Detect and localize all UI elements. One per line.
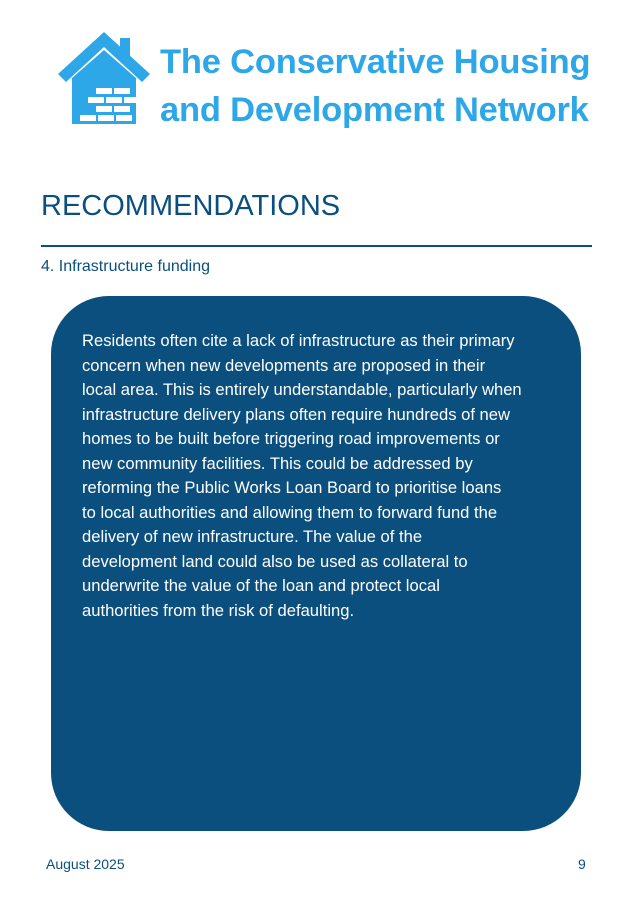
house-brick-logo-icon [58, 32, 150, 124]
body-text-line: concern when new developments are proposed in their [82, 355, 486, 375]
recommendation-subheading: 4. Infrastructure funding [41, 258, 210, 275]
organisation-title-line: The Conservative Housing [160, 43, 591, 81]
organisation-title-line: and Development Network [160, 91, 589, 129]
body-text-line: Residents often cite a lack of infrastructure as their primary [82, 331, 515, 350]
body-text-line: local area. This is entirely understandable, particularly when [82, 380, 522, 399]
page-number: 9 [578, 856, 586, 872]
body-text-line: infrastructure delivery plans often require hundreds of new [82, 404, 510, 424]
body-text-line: reforming the Public Works Loan Board to prioritise loans [82, 478, 502, 497]
body-text-line: authorities from the risk of defaulting. [82, 600, 355, 620]
recommendation-body-text [82, 329, 578, 623]
body-text-line: new community facilities. This could be addressed by [82, 453, 473, 473]
body-text-line: development land could also be used as collateral to [82, 551, 468, 571]
body-text-line: underwrite the value of the loan and protect local [82, 576, 440, 595]
heading-divider [41, 245, 592, 247]
body-text-line: homes to be built before triggering road improvements or [82, 429, 500, 448]
organisation-title [160, 38, 630, 134]
section-heading: RECOMMENDATIONS [41, 190, 341, 222]
body-text-line: to local authorities and allowing them to forward fund the [82, 502, 498, 522]
body-text-line: delivery of new infrastructure. The value of the [82, 527, 423, 546]
footer-date: August 2025 [46, 856, 125, 872]
